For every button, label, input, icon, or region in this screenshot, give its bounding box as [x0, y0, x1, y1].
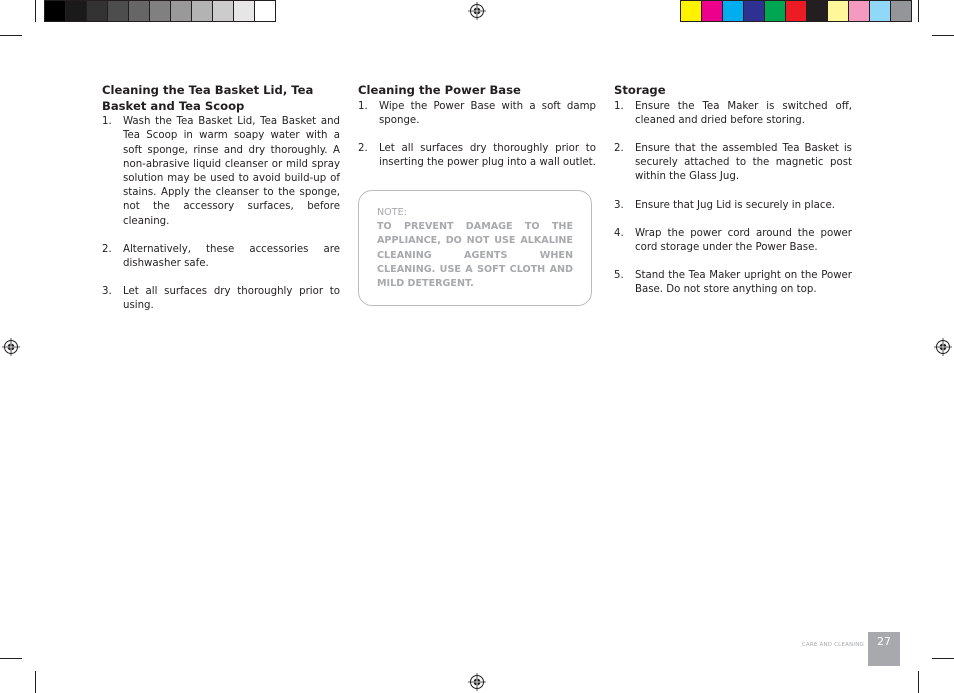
color-swatch: [827, 0, 849, 22]
color-swatch: [233, 0, 255, 22]
item-text: Stand the Tea Maker upright on the Power Base. Do not store anything on top.: [635, 270, 852, 296]
color-swatch: [86, 0, 108, 22]
color-swatch: [722, 0, 744, 22]
instruction-list: [358, 100, 596, 171]
process-color-bar: [680, 0, 911, 22]
list-item: [614, 227, 852, 255]
note-label: NOTE:: [377, 207, 407, 218]
list-item: [102, 115, 340, 229]
crop-mark: [932, 35, 954, 36]
item-number: 2.: [614, 143, 624, 154]
registration-mark-icon: [934, 338, 952, 356]
item-number: 2.: [102, 243, 112, 255]
crop-mark: [918, 671, 919, 693]
color-swatch: [191, 0, 213, 22]
registration-mark-icon: [2, 338, 20, 356]
item-number: 4.: [614, 227, 624, 239]
item-text: Let all surfaces dry thoroughly prior to inserting the power plug into a wall outlet.: [379, 143, 596, 169]
color-swatch: [848, 0, 870, 22]
list-item: [358, 100, 596, 128]
cleaning-accessories-section: [102, 83, 340, 328]
item-number: 2.: [358, 143, 368, 154]
item-number: 5.: [614, 270, 624, 282]
crop-mark: [0, 658, 22, 659]
item-text: Ensure that Jug Lid is securely in place.: [635, 199, 835, 211]
item-text: Wipe the Power Base with a soft damp sponge.: [379, 100, 596, 126]
color-swatch: [869, 0, 891, 22]
crop-mark: [918, 0, 919, 22]
item-text: Let all surfaces dry thoroughly prior to using.: [123, 286, 340, 312]
list-item: [102, 285, 340, 313]
section-heading: Cleaning the Power Base: [358, 83, 521, 97]
section-heading: Cleaning the Tea Basket Lid, Tea Basket and Tea Scoop: [102, 83, 314, 113]
footer-section-label: CARE AND CLEANING: [801, 642, 864, 648]
color-swatch: [701, 0, 723, 22]
item-text: Wrap the power cord around the power cord storage under the Power Base.: [635, 227, 852, 254]
item-number: 3.: [102, 286, 112, 298]
item-number: 1.: [102, 116, 112, 128]
color-swatch: [806, 0, 828, 22]
note-text: TO PREVENT DAMAGE TO THE APPLIANCE, DO NOT USE ALKALINE CLEANING AGENTS WHEN CLEANING. USE A SOFT CLOTH AND MILD DETERGENT.: [377, 221, 573, 290]
item-number: 3.: [614, 199, 624, 211]
color-swatch: [680, 0, 702, 22]
color-swatch: [212, 0, 234, 22]
instruction-list: [614, 100, 852, 298]
crop-mark: [35, 671, 36, 693]
list-item: [614, 269, 852, 297]
item-number: 1.: [358, 100, 368, 112]
item-text: Ensure the Tea Maker is switched off, cleaned and dried before storing.: [635, 100, 852, 126]
color-swatch: [764, 0, 786, 22]
color-swatch: [890, 0, 912, 22]
item-text: Alternatively, these accessories are dishwasher safe.: [123, 243, 340, 270]
item-text: Ensure that the assembled Tea Basket is securely attached to the magnetic post within the Glass Jug.: [635, 143, 852, 183]
crop-mark: [0, 35, 22, 36]
color-swatch: [44, 0, 66, 22]
crop-mark: [932, 658, 954, 659]
section-heading: Storage: [614, 83, 666, 97]
item-text: Wash the Tea Basket Lid, Tea Basket and Tea Scoop in warm soapy water with a soft sponge, rinse and dry thoroughly. A non-abrasive liquid cleanser or mild spray solution may be used to avoid build-up of stains. Apply the cleanser to the sponge, not the accessory surfaces, before cleaning.: [123, 116, 340, 227]
color-swatch: [743, 0, 765, 22]
color-swatch: [785, 0, 807, 22]
color-swatch: [65, 0, 87, 22]
list-item: [614, 199, 852, 213]
storage-section: [614, 83, 852, 312]
color-swatch: [170, 0, 192, 22]
list-item: [614, 100, 852, 128]
cleaning-power-base-section: [358, 83, 596, 184]
grayscale-color-bar: [44, 0, 275, 22]
list-item: [614, 142, 852, 185]
item-number: 1.: [614, 100, 624, 112]
crop-mark: [35, 0, 36, 22]
instruction-list: [102, 115, 340, 313]
color-swatch: [107, 0, 129, 22]
color-swatch: [254, 0, 276, 22]
list-item: [358, 142, 596, 170]
page-number: 27: [868, 632, 900, 666]
color-swatch: [128, 0, 150, 22]
registration-mark-icon: [468, 673, 486, 691]
list-item: [102, 243, 340, 271]
registration-mark-icon: [468, 2, 486, 20]
note-box: [358, 190, 592, 306]
color-swatch: [149, 0, 171, 22]
